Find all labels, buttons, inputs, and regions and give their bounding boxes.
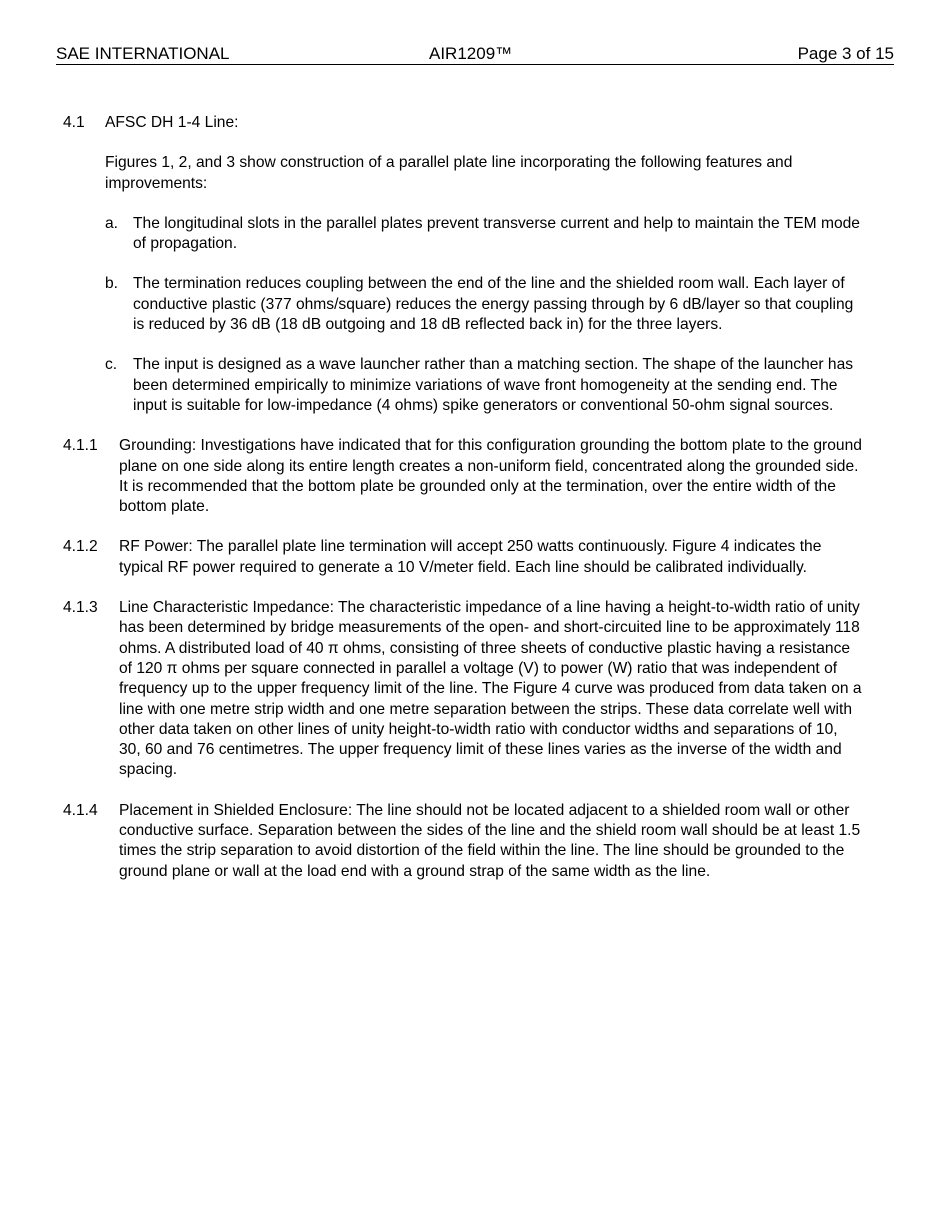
subsection-number: 4.1.4 xyxy=(63,801,98,819)
section-heading-4-1 xyxy=(63,113,863,133)
subsection-4-1-1 xyxy=(63,436,863,517)
subsection-number: 4.1.1 xyxy=(63,437,98,455)
list-item-c xyxy=(105,355,863,416)
list-item-b xyxy=(105,274,863,335)
subsection-4-1-3 xyxy=(63,598,863,781)
list-item-label: a. xyxy=(105,214,119,232)
subsection-text: Placement in Shielded Enclosure: The line should not be located adjacent to a shielded room wall or other conductive surface. Separation between the sides of the line and the shield room wall should be at least 1.5 times the strip separation to avoid distortion of the field within the line. The line should be grounded to the ground plane or wall at the load end with a ground strap of the same width as the line. xyxy=(119,801,861,880)
list-item-text: The input is designed as a wave launcher rather than a matching section. The shape of the launcher has been determined empirically to minimize variations of wave front homogeneity at the sending end. The input is suitable for low-impedance (4 ohms) spike generators or conventional 50-ohm signal sources. xyxy=(133,356,854,414)
page-number: Page 3 of 15 xyxy=(797,44,894,63)
list-item-label: b. xyxy=(105,275,119,293)
section-intro-paragraph: Figures 1, 2, and 3 show construction of a parallel plate line incorporating the following features and improvements: xyxy=(105,154,793,192)
list-item-a xyxy=(105,214,863,255)
document-body xyxy=(63,113,863,902)
page-header xyxy=(56,44,894,65)
list-item-text: The longitudinal slots in the parallel plates prevent transverse current and help to maintain the TEM mode of propagation. xyxy=(133,214,860,253)
subsection-text: RF Power: The parallel plate line termination will accept 250 watts continuously. Figure 4 indicates the typical RF power required to generate a 10 V/meter field. Each line should be calibrated individually. xyxy=(119,538,822,576)
section-title: AFSC DH 1-4 Line: xyxy=(105,114,239,131)
subsection-4-1-2 xyxy=(63,537,863,578)
subsection-4-1-4 xyxy=(63,801,863,882)
list-item-label: c. xyxy=(105,356,118,374)
subsection-number: 4.1.2 xyxy=(63,538,98,556)
list-item-text: The termination reduces coupling between the end of the line and the shielded room wall. Each layer of conductive plastic (377 ohms/square) reduces the energy passing through by 6 dB/layer so that coupling is reduced by 36 dB (18 dB outgoing and 18 dB reflected back in) for the three layers. xyxy=(133,275,854,334)
document-number: AIR1209™ xyxy=(429,44,513,63)
subsection-number: 4.1.3 xyxy=(63,599,98,617)
subsection-text: Grounding: Investigations have indicated that for this configuration grounding the bottom plate to the ground plane on one side along its entire length creates a non-uniform field, concentrated along the grounded side. It is recommended that the bottom plate be grounded only at the termination, over the entire width of the bottom plate. xyxy=(119,437,862,516)
section-number: 4.1 xyxy=(63,114,85,131)
subsection-text: Line Characteristic Impedance: The characteristic impedance of a line having a height-to-width ratio of unity has been determined by bridge measurements of the open- and short-circuited line to be approximately 118 ohms. A distributed load of 40 π ohms, consisting of three sheets of conductive plastic having a resistance of 120 π ohms per square connected in parallel a voltage (V) to power (W) ratio that was independent of frequency up to the upper frequency limit of the line. The Figure 4 curve was produced from data taken on a line with one metre strip width and one metre separation between the strips. These data correlate well with other data taken on other lines of unity height-to-width ratio with conductor widths and separations of 10, 30, 60 and 76 centimetres. The upper frequency limit of these lines varies as the inverse of the width and spacing. xyxy=(119,599,862,779)
publisher-name: SAE INTERNATIONAL xyxy=(56,44,230,63)
